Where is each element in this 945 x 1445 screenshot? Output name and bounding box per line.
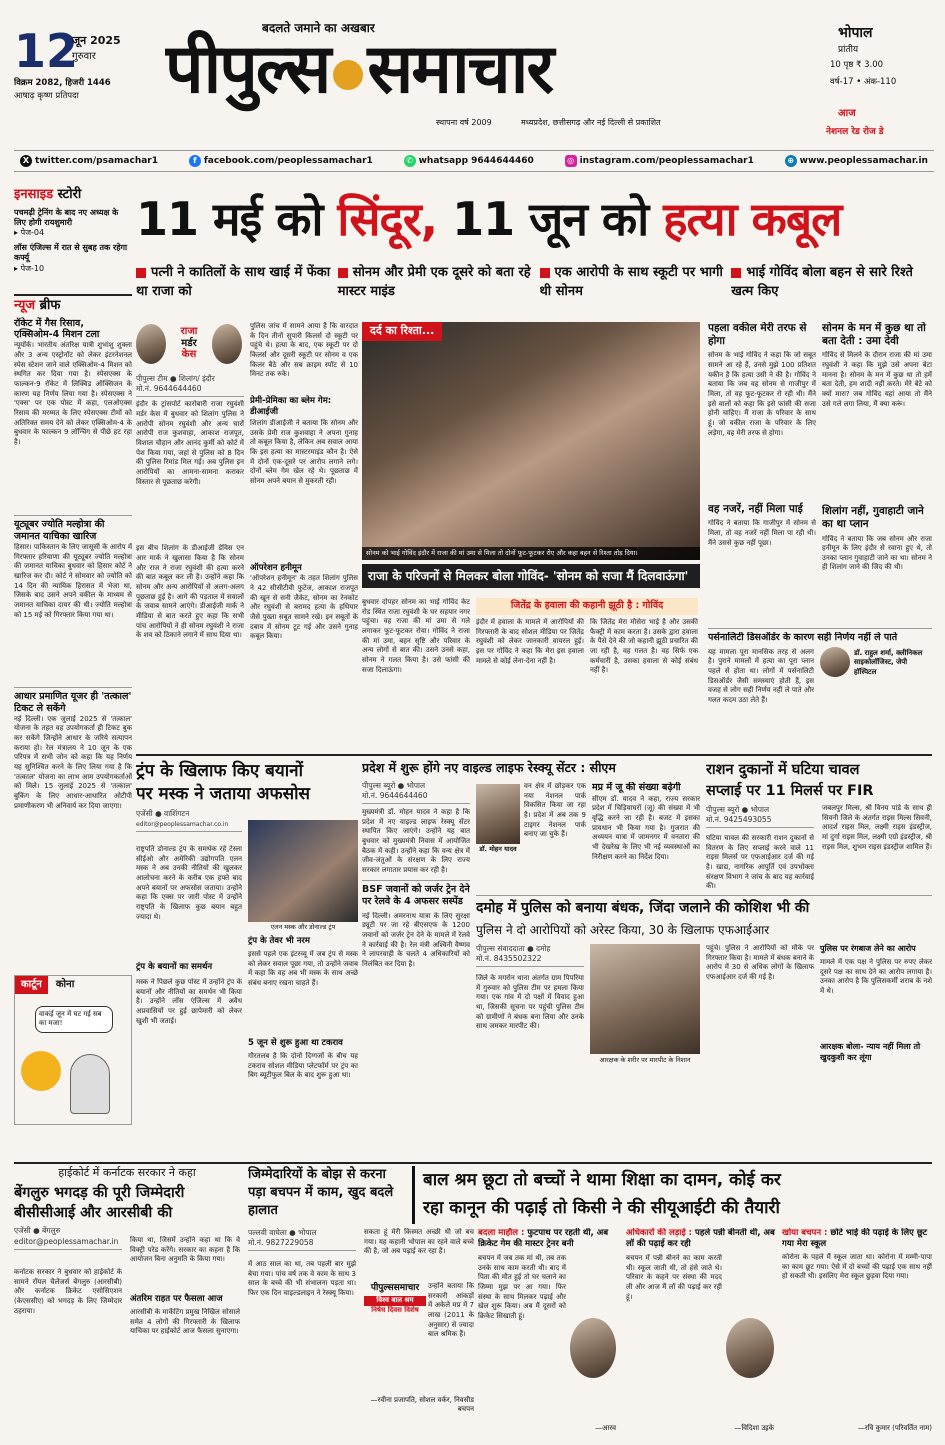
cartoon-box: [14, 975, 132, 1125]
child-banner: बाल श्रम छूटा तो बच्चों ने थामा शिक्षा का दामन, कोई कर रहा कानून की पढ़ाई तो किसी ने की सीयूआईटी की तैयारी: [412, 1166, 932, 1224]
news-brief: [14, 297, 132, 967]
doctor-name: डॉ. राहुल शर्मा, क्लीनिकल साइकोलॉजिस्ट, जेपी हॉस्पिटल: [854, 649, 923, 676]
instagram-icon: ◎: [565, 155, 577, 167]
issue: वर्ष-17 • अंक-110: [830, 77, 897, 87]
right-head: शिलांग नहीं, गुवाहाटी जाने का था प्लान: [822, 505, 924, 531]
damoh-body: जिले के मगरोन थाना अंतर्गत ग्राम पिपरिया में गुरुवार को पुलिस टीम पर हमला किया गया। एक गांव में दो पक्षों में विवाद हुआ था, जिसकी सूचना पर पहुंची पुलिस टीम को ग्रामीणों ने बंधक बना लिया और उनके साथ जमकर मारपीट की।: [476, 974, 584, 1031]
story-photo: [570, 1318, 616, 1378]
date-day: 12: [14, 26, 79, 78]
story-photo: [726, 1318, 774, 1378]
wildlife-body: वन क्षेत्र में छोड़कर एक नया नेशनल पार्क विकसित किया जा रहा है। प्रदेश में अब तक 9 टाइगर नेशनल पार्क बनाए जा चुके हैं।: [524, 782, 586, 839]
story-body: बचपन में पन्नी बीनने का काम करती थी। स्कूल जाती थी, तो हंसे जाते थे। परिवार के कहने पर संस्था की मदद ली और आज मैं लॉ की पढ़ाई कर रही हूं।: [626, 1254, 722, 1301]
child-body: उन्होंने बताया कि सरकारी आंकड़ों में अकेले मप्र में 7 लाख (2011 के अनुसार) से ज्यादा बाल श्रमिक हैं।: [428, 1282, 474, 1339]
story-head: अधिकारों की लड़ाई : पहले पन्नी बीनती थी, अब लॉ की पढ़ाई कर रही: [626, 1228, 775, 1250]
published: मध्यप्रदेश, छत्तीसगढ़ और नई दिल्ली से प्रकाशित: [521, 118, 661, 127]
karnataka-headline: बेंगलुरु भगदड़ की पूरी जिम्मेदारी बीसीसीआई और आरसीबी की: [14, 1184, 185, 1222]
brief-body: हिसार। पाकिस्तान के लिए जासूसी के आरोप में गिरफ्तार हरियाणा की यूट्यूबर ज्योति मल्होत्रा की जमानत याचिका बुधवार को हिसार कोर्ट ने खारिज कर दी। कोर्ट ने सोमवार को ज्योति को 14 दिन की न्यायिक हिरासत में भेजा था, जिसके बाद उसने अपने वकील के माध्यम से जमानत याचिका दायर की थी। ज्योति मल्होत्रा को 15 मई को गिरफ्तार किया गया था।: [14, 543, 132, 619]
story-cricket: [478, 1228, 618, 1442]
doctor-photo: [820, 647, 850, 677]
cm-name: डॉ. मोहन यादव: [479, 845, 517, 853]
lead-headline: 11 मई को सिंदूर, 11 जून को हत्या कबूल: [136, 192, 842, 246]
story-sig: —रवि कुमार (परिवर्तित नाम): [857, 1424, 932, 1432]
photo-caption: सोनम को भाई गोविंद इंदौर में राजा की मां उमा से मिला तो दोनों फूट-फूटकर रोए और कहा बहन से रिश्ता तोड़ दिया।: [362, 547, 700, 560]
right-body: गोविंद ने बताया कि गाजीपुर में सोनम से मिला, तो वह नजरें नहीं मिला पा रही थी। मैंने उससे कुछ नहीं पूछा।: [708, 519, 816, 547]
inside-item[interactable]: पचमढ़ी ट्रेनिंग के बाद नए अध्यक्ष के लिए होगी रायशुमारी ▸ पेज-04: [14, 207, 119, 238]
trump-body: इससे पहले एक इंटरव्यू में जब ट्रंप से मस्क को लेकर सवाल पूछा गया, तो उन्होंने जवाब में कहा कि वह अब भी मस्क के साथ अच्छे संबंध बनाए रखना चाहते हैं।: [248, 950, 358, 987]
right-body: गोविंद ने बताया कि जब सोनम और राजा हनीमून के लिए इंदौर से रवाना हुए थे, तो उनका प्लान गुवाहाटी जाने का था। सोनम ने ही शिलांग जाने की जिद की थी।: [822, 534, 932, 572]
child-body: सकता हूं मेरी किस्मत अच्छी थी जो बच गया। यह कहानी भोपाल का रहने वाले बच्चे की है, जो अब पढ़ाई कर रहा है।: [364, 1228, 474, 1256]
karnataka-body: कर्नाटक सरकार ने बुधवार को हाईकोर्ट के सामने रॉयल चैलेंजर्स बेंगलुरु (आरसीबी) और कर्नाटक क्रिकेट एसोसिएशन (केएससीए) को भगदड़ के लिए जिम्मेदार ठहराया।: [14, 1268, 122, 1315]
brief-head: आधार प्रमाणित यूजर ही 'तत्काल' टिकट ले सकेंगे: [14, 687, 132, 715]
damoh-byline: पीपुल्स संवाददाता ● दमोह मो.नं. 8435502322: [476, 944, 584, 967]
right-head: पहला वकील मेरी तरफ से होगा: [708, 322, 807, 348]
cartoon-figure-icon: [70, 1054, 110, 1114]
karnataka-body: किया था, जिसमें उन्होंने कहा था कि वे विक्ट्री परेड करेंगे। सरकार का कहना है कि आयोजन बिना अनुमति के किया गया।: [130, 1236, 240, 1264]
story-head: बदला माहौल : फुटपाथ पर रहती थी, अब क्रिकेट गेम की मास्टर ट्रेनर बनी: [478, 1228, 609, 1250]
trump-body: मस्क ने पिछले कुछ पोस्ट में उन्होंने ट्रंप के बयानों और नीतियों का समर्थन भी किया है। उन्होंने लॉस एंजिल्स में अवैध अप्रवासियों पर हुई छापेमारी को लेकर खुशी भी जताई।: [136, 978, 242, 1025]
inside-story-title: इनसाइड स्टोरी: [14, 187, 82, 202]
lead-subhead: ऑपरेशन हनीमून: [250, 562, 302, 573]
trump-sub: ट्रंप के बयानों का समर्थन: [136, 962, 213, 972]
date-weekday: गुरुवार: [72, 51, 96, 62]
sun-icon: [21, 1051, 61, 1091]
lead-right-b: [822, 322, 932, 627]
trump-body: गौरतलब है कि दोनों दिग्गजों के बीच यह टकराव सोशल मीडिया प्लेटफॉर्म पर ट्रंप का बिग ब्यूटीफुल बिल के बाद शुरू हुआ था।: [248, 1052, 358, 1080]
story-school: [782, 1228, 932, 1442]
damoh-side-head: पुलिस पर रंगबाज लेने का आरोप: [820, 944, 916, 953]
case-tag: राजा मर्डर केस: [136, 322, 244, 374]
samvat: विक्रम 2082, हिजरी 1446: [14, 78, 111, 88]
lead-col1: [136, 322, 244, 750]
zoo-body: सीएम डॉ. यादव ने कहा, राज्य सरकार प्रदेश में चिड़ियाघरों (जू) की संख्या में भी वृद्धि करने जा रही है। बजट में इसका प्रावधान भी किया गया है। गुजरात की अध्ययन यात्रा में जामनगर में वनतारा की भी देखरेख के लिए भी नई व्यवस्थाओं का निरीक्षण करने का निर्देश दिया।: [592, 794, 700, 861]
box-body: इंदौर में हवाला के मामले में आरोपियों की गिरफ्तारी के बाद सोशल मीडिया पर जितेंद्र रघुवंशी को लेकर जानकारी वायरल हुई। इस पर गोविंद ने कहा कि मेरा इस हवाला मामले से कोई लेना-देना नहीं है।: [476, 618, 584, 665]
wildlife-byline: पीपुल्स ब्यूरो ● भोपाल मो.नं. 9644644460: [362, 781, 470, 804]
x-icon: X: [20, 155, 32, 167]
inside-item[interactable]: लॉस एंजिल्स में रात से सुबह तक रहेगा कर्फ्यू ▸ पेज-10: [14, 242, 128, 273]
child-headline: जिम्मेदारियों के बोझ से करना पड़ा बचपन में काम, खुद बदले हालात: [248, 1167, 394, 1219]
personality-body: यह मामला पूरा मानसिक तरह से अलग है। पुराने मामलों में हत्या का पूरा प्लान पहले से होता था। लोगों में पर्सनालिटी डिसऑर्डर जैसी समस्याएं होती हैं, इस वजह से लोग सही निर्णय नहीं ले पाते और गलत कदम उठा लेते हैं।: [708, 647, 814, 705]
damoh-body: पहुंचे। पुलिस ने आरोपियों को मौके पर गिरफ्तार किया है। मामले में बंधक बनाने के आरोप में 30 से अधिक लोगों के खिलाफ एफआईआर दर्ज की गई है।: [706, 944, 814, 981]
cartoon-caption: वाकई जून में घट गई सब का मजा!: [35, 1006, 113, 1033]
trump-body: राष्ट्रपति डोनाल्ड ट्रंप के समर्थक रहे टेस्ला सीईओ और अमेरिकी उद्योगपति एलन मस्क ने अब उनकी नीतियों की खुलकर आलोचना करने के करीब एक हफ्ते बाद अपने बयानों पर अफसोस जताया। उन्होंने कहा कि एक्स पर जारी पोस्ट में उन्होंने राष्ट्रपति के खिलाफ कुछ बयान बहुत ज्यादा थे।: [136, 845, 242, 921]
title-left: पीपुल्स: [165, 29, 330, 109]
right-body: सोनम के भाई गोविंद ने कहा कि जो सबूत सामने आ रहे हैं, उनसे मुझे 100 प्रतिशत यकीन है कि हत्या उसी ने की है। गोविंद ने बताया कि जब वह सोनम से गाजीपुर में मिला, तो वह फूट-फूटकर रो रही थी। मैंने इसे वालों को कहा कि इसे फांसी की सजा होनी चाहिए। मैं राजा के परिवार के साथ हूं। जो वकील राजा के परिवार के लिए लड़ेगा, वह मेरी तरफ से होगा।: [708, 351, 816, 437]
story-sig: —विदिशा उइके: [734, 1424, 774, 1432]
brief-head: यूट्यूबर ज्योति मल्होत्रा की जमानत याचिका खारिज: [14, 515, 132, 543]
ration-byline: पीपुल्स ब्यूरो ● भोपाल मो.नं. 9425493055: [706, 805, 814, 828]
damoh-side: मामले में एक पक्ष ने पुलिस पर रुपए लेकर दूसरे पक्ष का साथ देने का आरोप लगाया है। उनका आरोप है कि पुलिसकर्मी शराब के नशे में थे।: [820, 958, 932, 995]
damoh-story: [476, 895, 932, 1159]
story-head: खोया बचपन : छोटे भाई की पढ़ाई के लिए छूट गया मेरा स्कूल: [782, 1228, 928, 1250]
damoh-side-head: आरक्षक बोला- न्याय नहीं मिला तो खुदकुशी कर लूंगा: [820, 1042, 921, 1062]
story-body: कोरोना के पहले मैं स्कूल जाता था। कोरोना में मम्मी-पापा का काम छूट गया। ऐसे में दो बच्चों की पढ़ाई एक साथ नहीं हो सकती थी। इसलिए मेरा स्कूल छुड़वा दिया गया।: [782, 1253, 932, 1281]
damoh-headline: दमोह में पुलिस को बनाया बंधक, जिंदा जलाने की कोशिश भी की: [476, 900, 810, 916]
inside-story: [14, 186, 132, 290]
ration-body: घटिया चावल की सरकारी राशन दुकानों से वितरण के लिए सप्लाई करने वाले 11 राइस मिलर्स पर एफआईआर दर्ज की गई है। खाद्य, नागरिक आपूर्ति एवं उपभोक्ता संरक्षण विभाग ने जांच के बाद यह कार्रवाई की।: [706, 834, 814, 890]
brief-body: नई दिल्ली। एक जुलाई 2025 से 'तत्काल' योजना के तहत वह उपयोगकर्ता ही टिकट बुक कर सकेंगे जिन्होंने आधार के जरिये सत्यापन कराया हो। रेल मंत्रालय ने 10 जून के एक परिपत्र में सभी जोन को कहा कि यह निर्णय यह सुनिश्चित करने के लिए लिया गया है कि 'तत्काल' योजना का लाभ आम उपयोगकर्ताओं को मिले। 15 जुलाई 2025 से 'तत्काल' बुकिंग के लिए आधार-आधारित ओटीपी प्रमाणीकरण भी अनिवार्य कर दिया जाएगा।: [14, 714, 132, 810]
box-head: राजा के परिजनों से मिलकर बोला गोविंद- 'सोनम को सजा मैं दिलवाऊंगा': [362, 564, 700, 588]
damoh-sub: पुलिस ने दो आरोपियों को अरेस्ट किया, 30 के खिलाफ एफआईआर: [476, 922, 770, 937]
child-story: [248, 1228, 474, 1442]
story-sig: —आरव: [595, 1424, 616, 1432]
cm-photo: [476, 784, 520, 844]
subhead: एक आरोपी के साथ स्कूटी पर भागी थी सोनम: [539, 265, 723, 299]
social-twitter[interactable]: X twitter.com/psamachar1: [20, 155, 158, 167]
zoo-story: [592, 782, 700, 892]
box-body: बुधवार दोपहर सोनम का भाई गोविंद केट रोड स्थित राजा रघुवंशी के घर सहयार नगर पहुंचा। वह राजा की मां उमा से गले लगाकर फूट-फूटकर रोया। गोविंद ने राजा की मां उमा, बहन सृष्टि और परिवार के अन्य लोगों से बात की। उसने उनसे कहा, सोनम ने गलत किया है। उसे फांसी की सजा दिलाऊंगा।: [362, 598, 470, 674]
photo-caption: एलन मस्क और डोनाल्ड ट्रंप: [270, 923, 336, 931]
govind-box: [362, 564, 700, 750]
karnataka-kicker: हाईकोर्ट में कर्नाटक सरकार ने कहा: [58, 1166, 196, 1179]
lead-subhead: प्रेमी-प्रेमिका का ब्लेम गेम: डीआईजी: [250, 396, 332, 418]
wildlife-headline: प्रदेश में शुरू होंगे नए वाइल्ड लाइफ रेस्क्यू सेंटर : सीएम: [362, 760, 616, 775]
date-block: [14, 26, 124, 146]
personality-box: [708, 628, 932, 750]
portrait-raja: [212, 324, 242, 364]
photo-tag: दर्द का रिश्ता...: [362, 322, 442, 341]
social-bar: [14, 150, 934, 172]
date-month: जून 2025: [72, 34, 121, 47]
karnataka-story: [14, 1166, 240, 1442]
bsf-body: नई दिल्ली। अमरनाथ यात्रा के लिए सुरक्षा ड्यूटी पर जा रहे बीएसएफ के 1200 जवानों को जर्जर ट्रेन देने के मामले में रेलवे ने कार्रवाई की है। रेल मंत्री अश्विनी वैष्णव ने लापरवाही के चलते 4 अधिकारियों को निलंबित कर दिया है।: [362, 911, 470, 968]
portrait-sonam: [136, 324, 166, 364]
karnataka-body: आरसीबी के मार्केटिंग प्रमुख निखिल सोसाले समेत 4 लोगों की गिरफ्तारी के खिलाफ याचिका पर हाईकोर्ट आज फैसला सुनाएगा।: [130, 1308, 240, 1336]
box-body: कि जितेंद्र मेरा मौसेरा भाई है और उसकी फैक्ट्री में काम करता है। उसके द्वारा हवाला के पैसे देने की जो कहानी झूठी प्रचारित की जा रही है, वह गलत है। वह सिर्फ एक कर्मचारी है, उसका हवाला से कोई संबंध नहीं है।: [590, 618, 698, 675]
bsf-headline: BSF जवानों को जर्जर ट्रेन देने पर रेलवे के 4 अफसर सस्पेंड: [362, 884, 470, 908]
news-brief-title: न्यूज ब्रीफ: [14, 298, 61, 313]
today-label: आज: [838, 108, 856, 119]
trump-byline: एजेंसी ● वाशिंगटन editor@peoplessamachar.co.in: [136, 809, 242, 832]
globe-icon: ⊕: [785, 155, 797, 167]
masthead-tagline: बदलते जमाने का अखबार: [262, 21, 375, 35]
story-law: [626, 1228, 776, 1442]
today-text: नेशनल रेड रोज डे: [826, 127, 884, 137]
social-whatsapp[interactable]: ✆ whatsapp 9644644460: [404, 155, 534, 167]
ration-headline: राशन दुकानों में घटिया चावल सप्लाई पर 11 मिलर्स पर FIR: [706, 762, 874, 800]
wildlife-body: मुख्यमंत्री डॉ. मोहन यादव ने कहा है कि प्रदेश में नए वाइल्ड लाइफ रेस्क्यू सेंटर स्थापित किए जाएंगे। उन्होंने यह बात बुधवार को मुख्यमंत्री निवास में आयोजित बैठक में कही। उन्होंने कहा कि वन्य क्षेत्र में जीव-जंतुओं के संरक्षण के लिए राज्य सरकार लगातार प्रयास कर रही है।: [362, 808, 470, 874]
zoo-headline: मप्र में जू की संख्या बढ़ेगी: [592, 782, 681, 793]
whatsapp-icon: ✆: [404, 155, 416, 167]
box-sub: जितेंद्र के हवाला की कहानी झूठी है : गोविंद: [476, 598, 698, 615]
social-web[interactable]: ⊕ www.peoplessamachar.in: [785, 155, 928, 167]
ration-story: [706, 760, 932, 890]
right-head: सोनम के मन में कुछ था तो बता देती : उमा देवी: [822, 322, 926, 348]
personality-head: पर्सनालिटी डिसऑर्डर के कारण सही निर्णय नहीं ले पाते: [708, 632, 898, 643]
trump-sub: ट्रंप के तेवर भी नरम: [248, 936, 310, 946]
musk-trump-photo: [248, 820, 358, 922]
facebook-icon: f: [189, 155, 201, 167]
city: भोपाल: [838, 25, 873, 41]
right-head: वह नजरें, नहीं मिला पाई: [708, 503, 803, 516]
lead-body: शिलांग डीआईजी ने बताया कि सोनम और उसके प्रेमी राज कुशवाहा ने अपना गुनाह तो कबूल किया है, लेकिन अब सवाल आया कि इस हत्या का मास्टरमाइंड कौन है। ऐसे में दोनों एक-दूसरे पर आरोप लगाने लगे। दोनों ब्लेम गेम खेल रहे थे। पूछताछ में सोनम अपने बयान से मुकरती रही।: [250, 418, 358, 485]
edition: प्रांतीय: [838, 45, 859, 55]
photo-caption: आरक्षक के शरीर पर मारपीट के निशान: [599, 1056, 691, 1064]
karnataka-byline: एजेंसी ● बेंगलुरु editor@peoplessamachar.in: [14, 1226, 122, 1249]
cartoon-label: कार्टून कोना: [15, 976, 131, 994]
social-facebook[interactable]: f facebook.com/peoplessamachar1: [189, 155, 373, 167]
bsf-story: [362, 880, 470, 1030]
lead-body: इस बीच शिलांग के डीआईजी डेविस एन आर मार्क ने खुलासा किया है कि सोनम और राज ने राजा रघुवंशी की हत्या करने की बात कबूल कर ली है। उन्होंने कहा कि सोनम और अन्य आरोपियों से अलग-अलग पूछताछ हुई है। आगे की पड़ताल में सवालों के जवाब सामने आएंगे। डीआईजी मार्क ने मीडिया से बात करते हुए कहा कि सभी पांच आरोपियों ने ही सोनम रघुवंशी ने राजा के शव को ठिकाने लगाने में साथ दिया था।: [136, 544, 244, 640]
trump-story: [136, 760, 358, 1158]
edition-block: [826, 24, 936, 146]
social-instagram[interactable]: ◎ instagram.com/peoplessamachar1: [565, 155, 754, 167]
karnataka-sub: अंतरिम राहत पर फैसला आज: [130, 1294, 223, 1304]
trump-headline: ट्रंप के खिलाफ किए बयानों पर मस्क ने जताया अफसोस: [136, 761, 311, 804]
trump-sub: 5 जून से शुरू हुआ था टकराव: [248, 1038, 343, 1048]
founded: स्थापना वर्ष 2009: [436, 118, 492, 127]
lead-byline: पीपुल्स टीम ● शिलांग/ इंदौर मो.नं. 9644644460: [136, 374, 244, 397]
child-byline: पल्लवी वाघेला ● भोपाल मो.नं. 9827229058: [248, 1228, 356, 1251]
lead-body: पुलिस जांच में सामने आया है कि वारदात के दिन तीनों सुपारी किलर्स दो स्कूटी पर पहुंचे थे। हत्या के बाद, एक स्कूटी पर दो किलर्स और दूसरी स्कूटी पर सोनम व एक किलर बैठे और सब क्राइम स्पॉट से 10 मिनट तक रुके।: [250, 322, 358, 379]
pen-logo-icon: [333, 60, 363, 90]
lead-body: इंदौर के ट्रांसपोर्ट कारोबारी राजा रघुवंशी मर्डर केस में बुधवार को शिलांग पुलिस ने आरोपी सोनम रघुवंशी और अन्य चारों आरोपी राज कुशवाहा, आकाश राजपूत, विशाल चौहान और आनंद कुर्मी को कोर्ट में पेश किया गया, जहां से पुलिस को 8 दिन की पुलिस रिमांड मिल गई। अब पुलिस इन आरोपियों का आमना-सामना कराकर विस्तार से पूछताछ करेगी।: [136, 400, 244, 486]
subhead: भाई गोविंद बोला बहन से सारे रिश्ते खत्म किए: [731, 265, 913, 299]
right-body: गोविंद से मिलने के दौरान राजा की मां उमा रघुवंशी ने कहा कि मुझे उसे अपना बेटा मानना है। सोनम के मन में कुछ था तो हमें बता देती, हम शादी नहीं करते। मेरे बेटे को क्यों मारा? जब गोविंद यहां आया तो मैंने उसे गले लगा लिया, मैं क्या करूं।: [822, 351, 932, 408]
lead-col2: [250, 322, 358, 750]
subhead: सोनम और प्रेमी एक दूसरे को बता रहे मास्टर माइंड: [337, 265, 531, 299]
child-body: में आठ साल का था, तब पहली बार मुझे बेचा गया। पांच वर्ष तक वे काम के साथ 3 साल के बच्चे की भी संभालना पड़ता था। फिर एक दिन चाइल्डलाइन ने रेस्क्यू किया।: [248, 1260, 356, 1297]
title-right: समाचार: [367, 29, 553, 109]
price: 10 पृष्ठ ₹ 3.00: [830, 60, 884, 70]
tithi: आषाढ़ कृष्ण प्रतिपदा: [14, 91, 79, 101]
brief-body: न्यूयॉर्क। भारतीय अंतरिक्ष यात्री शुभांशु शुक्ला और 3 अन्य एस्ट्रोनॉट को लेकर इंटरनेशनल स्पेस स्टेशन जाने वाले एक्सिओम-4 मिशन को स्थगित कर दिया गया है। स्पेसएक्स के फाल्कन-9 रॉकेट में लिक्विड ऑक्सिजन के कारण यह निर्णय लिया गया है। स्पेसएक्स ने 'एक्स' पर एक पोस्ट में कहा, एलओएक्स रिसाव की मरम्मत के लिए स्पेसएक्स टीमों को अतिरिक्त समय देने को लेकर एक्सिओम-4 के बुधवार के फाल्कन 9 लॉन्चिंग से पीछे हट रहा है।: [14, 341, 132, 446]
lead-photo: [362, 322, 700, 560]
child-logo: पीपुल्ससमाचार विश्व बाल श्रम निषेध दिवस विशेष: [364, 1282, 426, 1330]
lead-body: 'ऑपरेशन हनीमून' के तहत शिलांग पुलिस ने 42 सीसीटीवी फुटेज, आकाश राजपूत की खून से सनी जैकेट, सोनम का रेनकोट और रघुवंशी से बरामद हत्या के हथियार जैसे पुख्ता सबूत सामने रखे। इन सबूतों के दबाव में सोनम टूट गई और उसने गुनाह कबूल किया।: [250, 574, 358, 641]
child-signature: —रवीना प्रजापति, सोशल वर्कर, निवसीड बचपन: [370, 1396, 474, 1414]
masthead-title: [165, 24, 785, 114]
brief-head: रॉकेट में गैस रिसाव, एक्सिओम-4 मिशन टला: [14, 317, 100, 341]
lead-subheads: [136, 264, 931, 316]
ration-list: जबलपुर मिल्स, श्री विनय पांडे के साथ ही सिवनी जिले के अंतर्गत राइस मिल्स सिवनी, आदर्श राइस मिल, लक्ष्मी राइस इंडस्ट्रीज, मां दुर्गा राइस मिल, लक्ष्मी एग्रो इंडस्ट्रीज, श्री राइस मिल, शुभम राइस इंडस्ट्रीज शामिल हैं।: [822, 804, 932, 851]
subhead: पत्नी ने कातिलों के साथ खाई में फेंका था राजा को: [136, 265, 331, 299]
constable-photo: [590, 944, 700, 1054]
story-body: बचपन में जब तक मां थी, तब तक उनके साथ काम करती थी। बाद में पिता की मौत हुई तो घर चलाने का जिम्मा मुझ पर आ गया। फिर संस्था के साथ मिलकर पढ़ाई और खेल शुरू किया। अब मैं दूसरों को क्रिकेट सिखाती हूं।: [478, 1254, 566, 1320]
